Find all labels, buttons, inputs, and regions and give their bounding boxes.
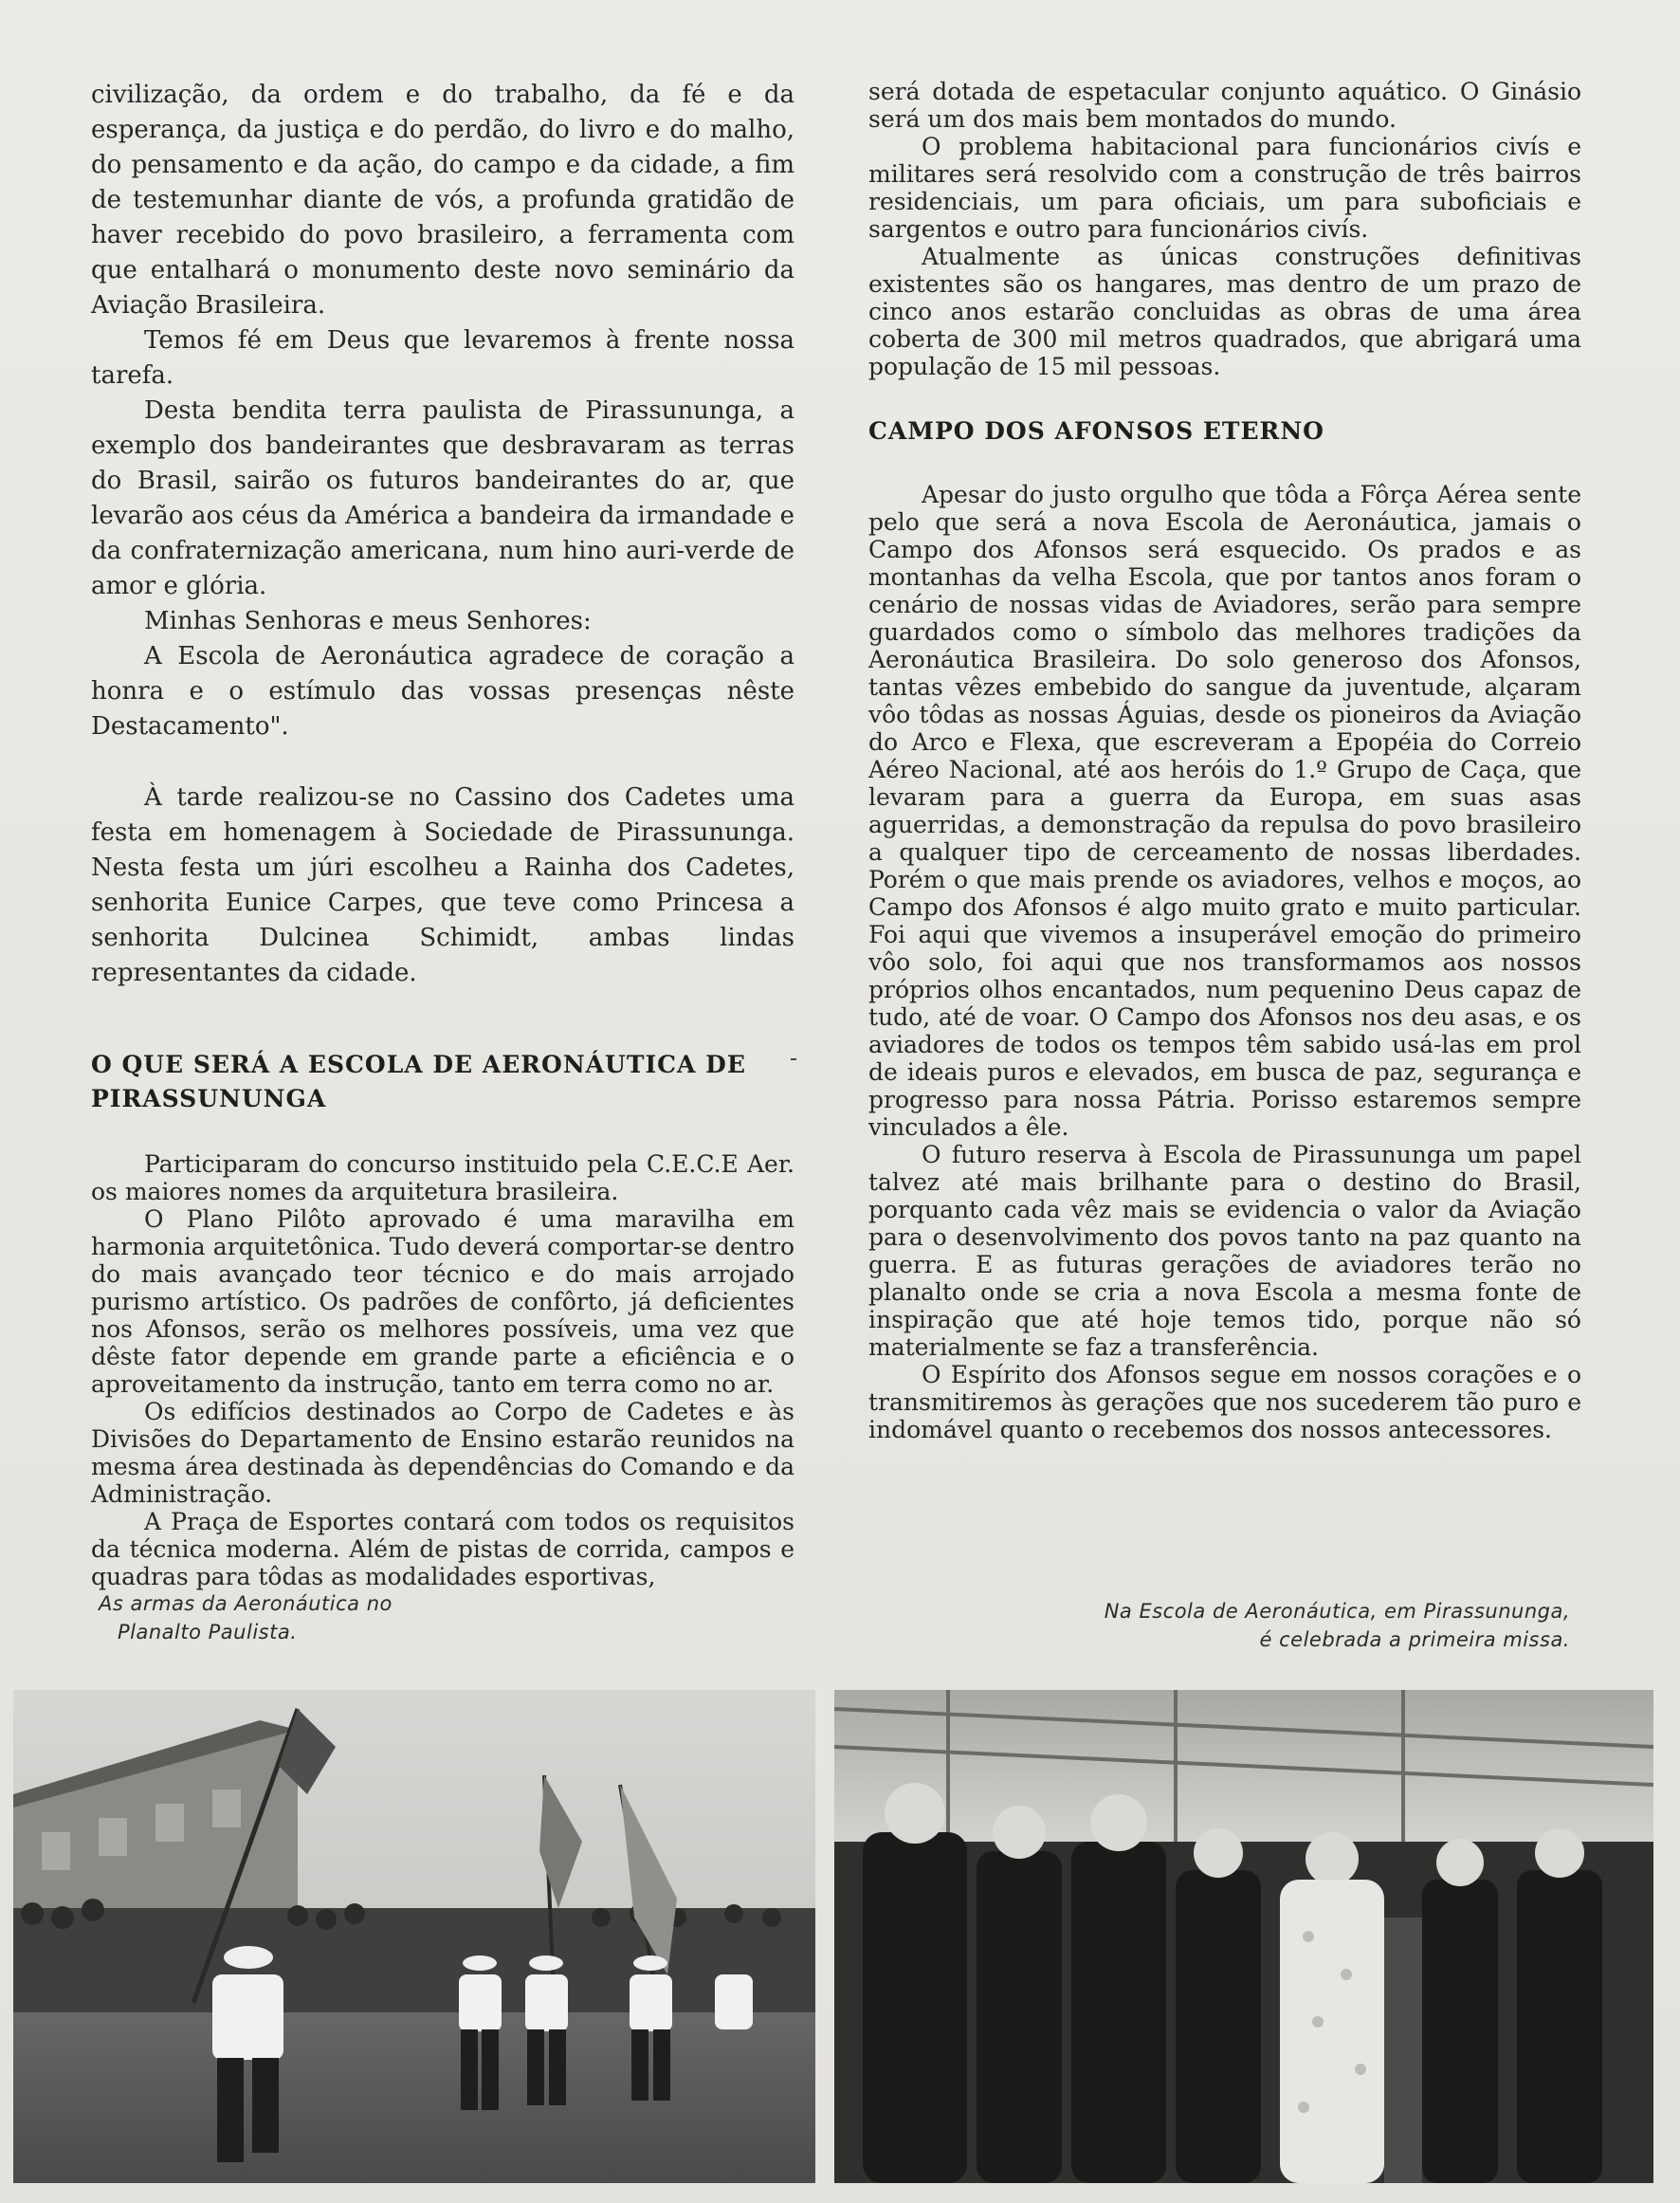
left-column: [91, 78, 794, 1590]
paragraph: À tarde realizou-se no Cassino dos Cadetes uma festa em homenagem à Sociedade de Pirassununga. Nesta festa um júri escolheu a Rainha dos Cadetes, senhorita Eunice Carpes, que teve como Princesa a senhorita Dulcinea Schimidt, ambas lindas representantes da cidade.: [91, 783, 794, 987]
photo-first-mass: [834, 1690, 1653, 2183]
paragraph: Os edifícios destinados ao Corpo de Cadetes e às Divisões do Departamento de Ensino estarão reunidos na mesma área destinada às dependências do Comando e da Administração.: [91, 1398, 794, 1508]
paragraph: O problema habitacional para funcionários civís e militares será resolvido com a construção de três bairros residenciais, um para oficiais, um para suboficiais e sargentos e outro para funcionários civís.: [868, 133, 1581, 243]
paragraph: O Plano Pilôto aprovado é uma maravilha em harmonia arquitetônica. Tudo deverá comportar-se dentro do mais avançado teor técnico e do mais arrojado purismo artístico. Os padrões de confôrto, já deficientes nos Afonsos, serão os melhores possíveis, uma vez que dêste fator depende em grande parte a eficiência e o aproveitamento da instrução, tanto em terra como no ar.: [91, 1205, 794, 1398]
paragraph: Minhas Senhoras e meus Senhores:: [144, 607, 592, 635]
paragraph: será dotada de espetacular conjunto aquático. O Ginásio será um dos mais bem montados do mundo.: [868, 78, 1581, 133]
paragraph: civilização, da ordem e do trabalho, da fé e da esperança, da justiça e do perdão, do livro e do malho, do pensamento e da ação, do campo e da cidade, a fim de testemunhar diante de vós, a profunda gratidão de haver recebido do povo brasileiro, a ferramenta com que entalhará o monumento deste novo seminário da Aviação Brasileira.: [91, 81, 794, 320]
section-heading: O QUE SERÁ A ESCOLA DE AERONÁUTICA DE PIRASSUNUNGA: [91, 1051, 746, 1112]
photo-caption-left: [99, 1589, 497, 1646]
paragraph: O Espírito dos Afonsos segue em nossos corações e o transmitiremos às gerações que nos sucederem tão puro e indomável quanto o recebemos dos nossos antecessores.: [868, 1361, 1581, 1443]
caption-line: Na Escola de Aeronáutica, em Pirassununga,: [1104, 1600, 1570, 1623]
photo-caption-right: [967, 1597, 1570, 1654]
paragraph: Temos fé em Deus que levaremos à frente nossa tarefa.: [91, 326, 794, 390]
paragraph: Participaram do concurso instituido pela C.E.C.E Aer. os maiores nomes da arquitetura brasileira.: [91, 1150, 794, 1205]
section-heading: CAMPO DOS AFONSOS ETERNO: [868, 417, 1324, 445]
paragraph: Apesar do justo orgulho que tôda a Fôrça Aérea sente pelo que será a nova Escola de Aeronáutica, jamais o Campo dos Afonsos será esquecido. Os prados e as montanhas da velha Escola, que por tantos anos foram o cenário de nossas vidas de Aviadores, serão para sempre guardados como o símbolo das melhores tradições da Aeronáutica Brasileira. Do solo generoso dos Afonsos, tantas vêzes embebido do sangue da juventude, alçaram vôo tôdas as nossas Águias, desde os pioneiros da Aviação do Arco e Flexa, que escreveram a Epopéia do Correio Aéreo Nacional, até aos heróis do 1.º Grupo de Caça, que levaram para a guerra da Europa, em suas asas aguerridas, a demonstração da repulsa do povo brasileiro a qualquer tipo de cerceamento de nossas liberdades. Porém o que mais prende os aviadores, velhos e moços, ao Campo dos Afonsos é algo muito grato e muito particular. Foi aqui que vivemos a insuperável emoção do primeiro vôo solo, foi aqui que nos transformamos aos nossos próprios olhos encantados, num pequenino Deus capaz de tudo, até de voar. O Campo dos Afonsos nos deu asas, e os aviadores de todos os tempos têm sabido usá-las em prol de ideais puros e elevados, em busca de paz, segurança e progresso para nossa Pátria. Porisso estaremos sempre vinculados a êle.: [868, 481, 1581, 1141]
paragraph: O futuro reserva à Escola de Pirassununga um papel talvez até mais brilhante para o destino do Brasil, porquanto cada vêz mais se evidencia o valor da Aviação para o desenvolvimento dos povos tanto na paz quanto na guerra. E as futuras gerações de aviadores terão no planalto onde se cria a nova Escola a mesma fonte de inspiração que até hoje temos tido, porque não só materialmente se faz a transferência.: [868, 1141, 1581, 1361]
photo-parade-with-flags: [13, 1690, 815, 2183]
right-column: [868, 78, 1581, 1443]
paragraph: Desta bendita terra paulista de Pirassununga, a exemplo dos bandeirantes que desbravaram as terras do Brasil, sairão os futuros bandeirantes do ar, que levarão aos céus da América a bandeira da irmandade e da confraternização americana, num hino auri-verde de amor e glória.: [91, 396, 794, 600]
paragraph: A Escola de Aeronáutica agradece de coração a honra e o estímulo das vossas presenças nêste Destacamento".: [91, 642, 794, 741]
paragraph: Atualmente as únicas construções definitivas existentes são os hangares, mas dentro de um prazo de cinco anos estarão concluidas as obras de uma área coberta de 300 mil metros quadrados, que abrigará uma população de 15 mil pessoas.: [868, 243, 1581, 380]
paragraph: A Praça de Esportes contará com todos os requisitos da técnica moderna. Além de pistas de corrida, campos e quadras para tôdas as modalidades esportivas,: [91, 1508, 794, 1590]
caption-line: As armas da Aeronáutica no: [99, 1592, 393, 1615]
caption-line: Planalto Paulista.: [118, 1621, 298, 1643]
print-mark: [791, 1058, 796, 1060]
caption-line: é celebrada a primeira missa.: [1259, 1628, 1570, 1651]
